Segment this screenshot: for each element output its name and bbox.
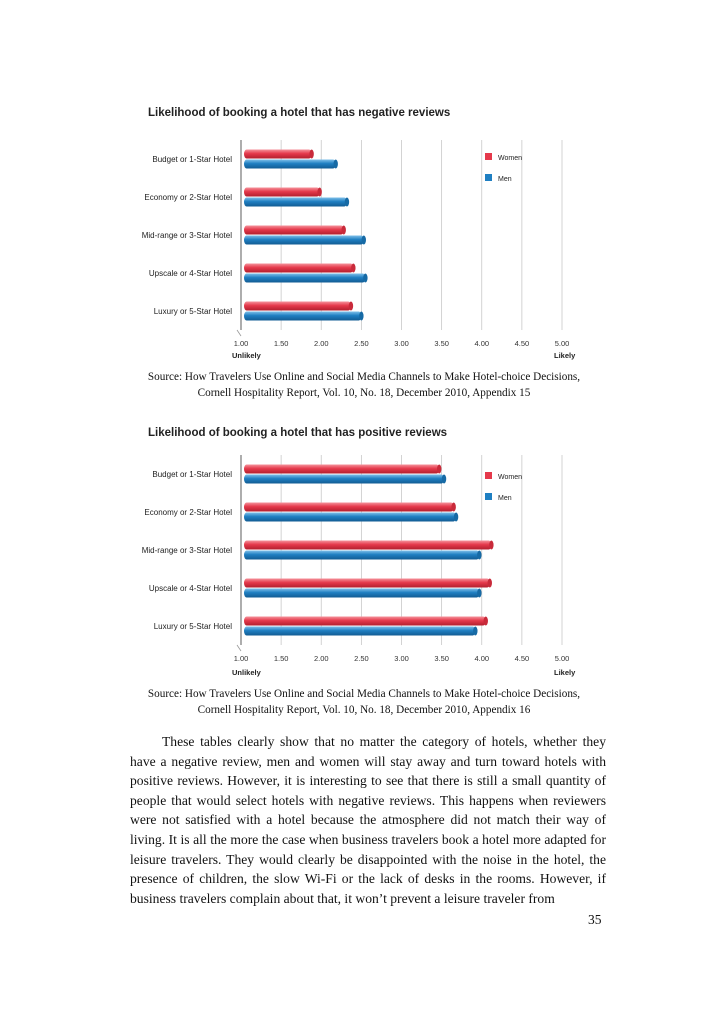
category-label: Upscale or 4-Star Hotel (148, 269, 232, 278)
bar-men-cap (477, 589, 481, 598)
x-label-left: Unlikely (232, 351, 261, 360)
x-tick-label: 4.50 (514, 654, 530, 663)
x-tick-label: 4.50 (514, 339, 530, 348)
x-tick-label: 3.50 (434, 339, 449, 348)
bar-women (244, 541, 491, 550)
bar-women (244, 579, 490, 588)
category-label: Economy or 2-Star Hotel (144, 193, 232, 202)
x-tick-label: 2.00 (313, 339, 329, 348)
bar-men (244, 475, 444, 484)
x-tick-label: 2.50 (354, 339, 369, 348)
x-tick-label: 1.00 (233, 339, 249, 348)
x-tick-label: 4.00 (474, 654, 490, 663)
legend-swatch-women (485, 472, 492, 479)
bar-men-cap (473, 627, 477, 636)
x-tick-label: 4.00 (474, 339, 490, 348)
legend-label-men: Men (498, 176, 512, 183)
category-label: Mid-range or 3-Star Hotel (141, 231, 232, 240)
category-label: Mid-range or 3-Star Hotel (141, 546, 232, 555)
axis-corner (237, 645, 241, 651)
bar-women-cap (488, 579, 492, 588)
x-label-right: Likely (554, 668, 576, 677)
category-label: Luxury or 5-Star Hotel (153, 622, 232, 631)
x-tick-label: 1.50 (273, 654, 289, 663)
legend-label-men: Men (498, 495, 512, 502)
x-tick-label: 3.00 (394, 654, 409, 663)
bar-men (244, 589, 479, 598)
bar-men-cap (442, 475, 446, 484)
source-line-1: Source: How Travelers Use Online and Social Media Channels to Make Hotel-choice Decisions, (147, 371, 581, 383)
x-tick-label: 5.00 (554, 339, 570, 348)
source-note-2 (0, 686, 728, 718)
chart-title: Likelihood of booking a hotel that has positive reviews (148, 427, 448, 439)
body-paragraph (130, 732, 606, 908)
x-tick-label: 2.50 (354, 654, 369, 663)
bar-women (244, 617, 486, 626)
source-line-2: Cornell Hospitality Report, Vol. 10, No. 18, December 2010, Appendix 16 (197, 704, 531, 716)
bar-women-cap (451, 503, 455, 512)
bar-women-cap (489, 541, 493, 550)
x-tick-label: 3.50 (434, 654, 449, 663)
x-label-left: Unlikely (232, 668, 261, 677)
x-tick-label: 1.00 (233, 654, 249, 663)
source-line-1: Source: How Travelers Use Online and Social Media Channels to Make Hotel-choice Decisions, (147, 688, 581, 700)
legend-label-women: Women (498, 474, 522, 481)
bar-women (244, 465, 439, 474)
bar-men (244, 551, 479, 560)
category-label: Luxury or 5-Star Hotel (153, 307, 232, 316)
bar-men (244, 513, 456, 522)
category-label: Budget or 1-Star Hotel (152, 470, 232, 479)
page-number: 35 (588, 912, 602, 927)
category-label: Budget or 1-Star Hotel (152, 155, 232, 164)
source-line-2: Cornell Hospitality Report, Vol. 10, No. 18, December 2010, Appendix 15 (197, 387, 531, 399)
legend-label-women: Women (498, 155, 522, 162)
x-label-right: Likely (554, 351, 576, 360)
x-tick-label: 1.50 (273, 339, 289, 348)
x-tick-label: 5.00 (554, 654, 570, 663)
x-tick-label: 3.00 (394, 339, 409, 348)
x-tick-label: 2.00 (313, 654, 329, 663)
bar-women-cap (437, 465, 441, 474)
category-label: Economy or 2-Star Hotel (144, 508, 232, 517)
category-label: Upscale or 4-Star Hotel (148, 584, 232, 593)
chart-title: Likelihood of booking a hotel that has negative reviews (148, 107, 451, 119)
bar-women-cap (484, 617, 488, 626)
paragraph-text: These tables clearly show that no matter the category of hotels, whether they have a negative review, men and women will stay away and turn toward hotels with positive reviews. However, it is interesting to see that there is still a small quantity of people that would select hotels with negative reviews. This happens when reviewers were not satisfied with a hotel because the atmosphere did not match their way of living. It is all the more the case when business travelers book a hotel more adapted for leisure travelers. They would clearly be disappointed with the noise in the hotel, the presence of children, the slow Wi-Fi or the lack of desks in the rooms. However, if business travelers complain about that, it won’t prevent a leisure traveler from (130, 734, 606, 906)
bar-men (244, 627, 475, 636)
bar-men-cap (454, 513, 458, 522)
legend-swatch-men (485, 493, 492, 500)
bar-men-cap (477, 551, 481, 560)
bar-women (244, 503, 454, 512)
